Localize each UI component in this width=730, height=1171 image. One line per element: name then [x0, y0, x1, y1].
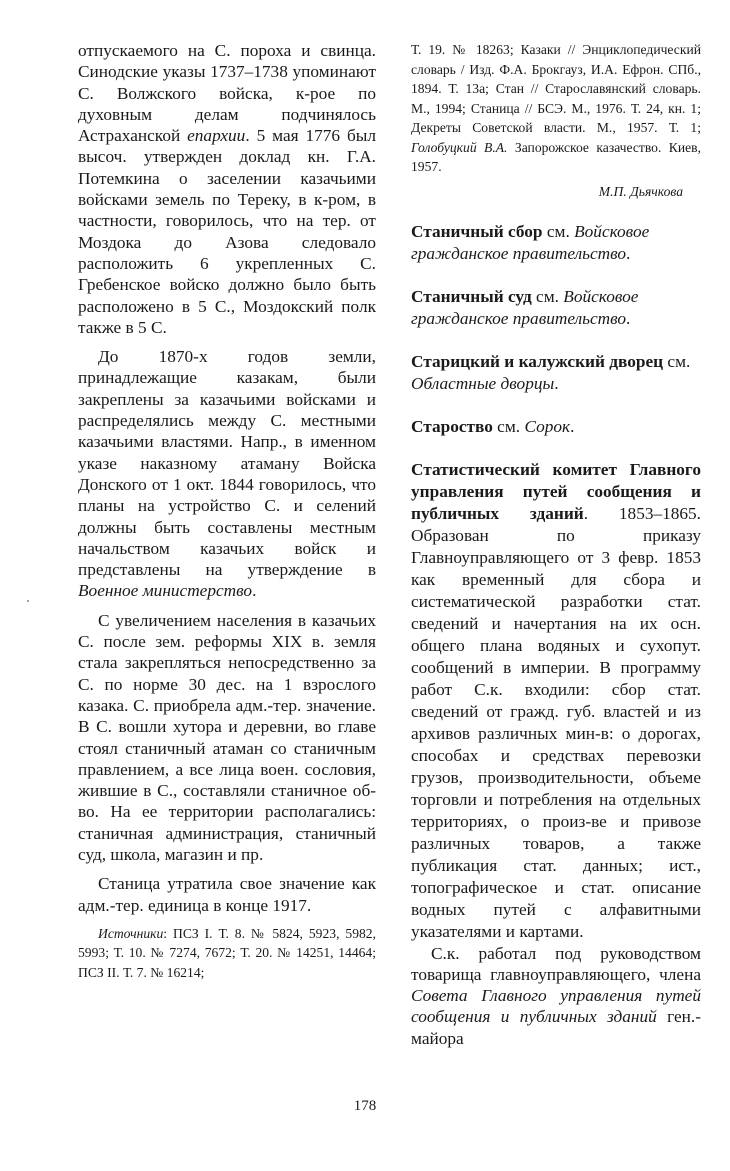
- entry-reference: Войсковое гражданское правительство: [411, 221, 650, 263]
- paragraph-2-text-b: .: [252, 581, 257, 601]
- right-column: [411, 40, 701, 1057]
- entry-heading: Староство: [411, 416, 493, 436]
- article-author: М.П. Дьячкова: [598, 183, 683, 199]
- entry-starostvo: [411, 416, 701, 438]
- paragraph-2-text-a: До 1870-х годов земли, принадлежащие казакам, были закреплены за казачьими войсками и распределялись между С. местными казачьими властями. Напр., в именном указе наказному атаману Войска Донского от 1 окт. 1844 говорилось, что планы на устройство С. и селений должны быть составлены местным начальством казачьих войск и представлены на утверждение в: [78, 347, 376, 580]
- entry-heading: Статистический комитет Главного управления путей сообщения и публичных зданий: [411, 459, 701, 523]
- entry-reference: Сорок: [524, 416, 571, 436]
- entry-end: .: [570, 416, 575, 436]
- entry-dates: . 1853–1865.: [583, 503, 701, 523]
- entry-heading: Старицкий и калужский дворец: [411, 351, 664, 371]
- entry-heading: Станичный суд: [411, 286, 532, 306]
- entry-see: см.: [663, 351, 691, 371]
- paragraph-3: С увеличением населения в казачьих С. после зем. реформы XIX в. земля стала закрепляться непосредственно за С. по норме 30 дес. на 1 взрослого казака. С. приобрела адм.-тер. значение. В С. вошли хутора и деревни, во главе стоял станичный атаман со станичным правлением, а все лица воен. сословия, жившие в С., составляли станичное об-во. На ее территории располагались: станичная администрация, станичный суд, школа, магазин и пр.: [78, 610, 376, 864]
- paragraph-1-text-a: отпускаемого на С. пороха и свинца. Синодские указы 1737–1738 упоминают С. Волжского войска, к-рое по духовным делам подчинялось Астраханской: [78, 41, 376, 146]
- entry-body: Образован по приказу Главноуправляющего от 3 февр. 1853 как временный для сбора и систематической разработки стат. сведений и начертания на их осн. общего плана водяных и сухопут. сообщений в империи. В программу работ С.к. входили: сбор стат. сведений от гражд. губ. властей и из архивов различных мин-в: о дорогах, способах и средствах перевозки грузов, производительности, объеме торговли и потребления на отдельных территориях, о произ-ве и привозе различных товаров, а также публикация стат. данных; ист., топографическое и стат. описание водных путей с алфавитными указателями и картами.: [411, 525, 701, 941]
- sources-cont-text-a: Т. 19. № 18263; Казаки // Энциклопедический словарь / Изд. Ф.А. Брокгауз, И.А. Ефрон. СПб., 1894. Т. 13а; Стан // Старославянский словарь. М., 1994; Станица // БСЭ. М., 1976. Т. 24, кн. 1; Декреты Советской власти. М., 1957. Т. 1;: [411, 42, 701, 135]
- paragraph-last: [411, 943, 701, 1049]
- entry-end: .: [554, 373, 559, 393]
- sources-cont-author: Голобуцкий В.А.: [411, 139, 508, 155]
- entry-see: см.: [531, 286, 564, 306]
- sources-continuation: [411, 40, 701, 177]
- sources-block: [78, 924, 376, 983]
- entry-end: .: [626, 308, 631, 328]
- entry-reference: Областные дворцы: [411, 373, 555, 393]
- paragraph-4: Станица утратила свое значение как адм.-тер. единица в конце 1917.: [78, 874, 376, 915]
- entry-end: .: [626, 243, 631, 263]
- sources-cont-text-b: Запорожское казачество. Киев, 1957.: [411, 139, 701, 174]
- entry-heading: Станичный сбор: [411, 221, 543, 241]
- entry-see: см.: [492, 416, 525, 436]
- link-eparchy: епархии: [187, 126, 246, 146]
- scan-speck: [27, 600, 29, 602]
- paragraph-1-text-b: . 5 мая 1776 был высоч. утвержден доклад кн. Г.А. Потемкина о заселении казачьими войсками земель по Тереку, в к-ром, в частности, говорилось, что на тер. от Моздока до Азова следовало расположить 6 укрепленных С. Гребенское войско должно было быть расположено в 5 С., Моздокский полк также в 5 С.: [78, 126, 376, 337]
- entry-reference: Войсковое гражданское правительство: [411, 286, 639, 328]
- entry-see: см.: [542, 221, 575, 241]
- sources-text: : ПСЗ I. Т. 8. № 5824, 5923, 5982, 5993; Т. 10. № 7274, 7672; Т. 20. № 14251, 14464; ПСЗ II. Т. 7. № 16214;: [78, 925, 376, 980]
- link-council: Совета Главного управления путей сообщения и публичных зданий: [411, 986, 701, 1027]
- paragraph-2: [78, 346, 376, 602]
- entry-stanichny-sbor: [411, 221, 701, 265]
- entry-stat-committee: [411, 459, 701, 943]
- page-number: 178: [353, 1098, 377, 1114]
- entry-stanichny-sud: [411, 286, 701, 330]
- paragraph-1: [78, 40, 376, 338]
- entry-staritsky-dvorets: [411, 351, 701, 395]
- link-war-ministry: Военное министерство: [78, 581, 253, 601]
- left-column: [78, 40, 376, 982]
- sources-label: Источники: [98, 925, 164, 941]
- paragraph-last-text-a: С.к. работал под руководством товарища главноуправляющего, члена: [411, 943, 701, 984]
- paragraph-last-text-b: ген.-майора: [411, 1007, 701, 1048]
